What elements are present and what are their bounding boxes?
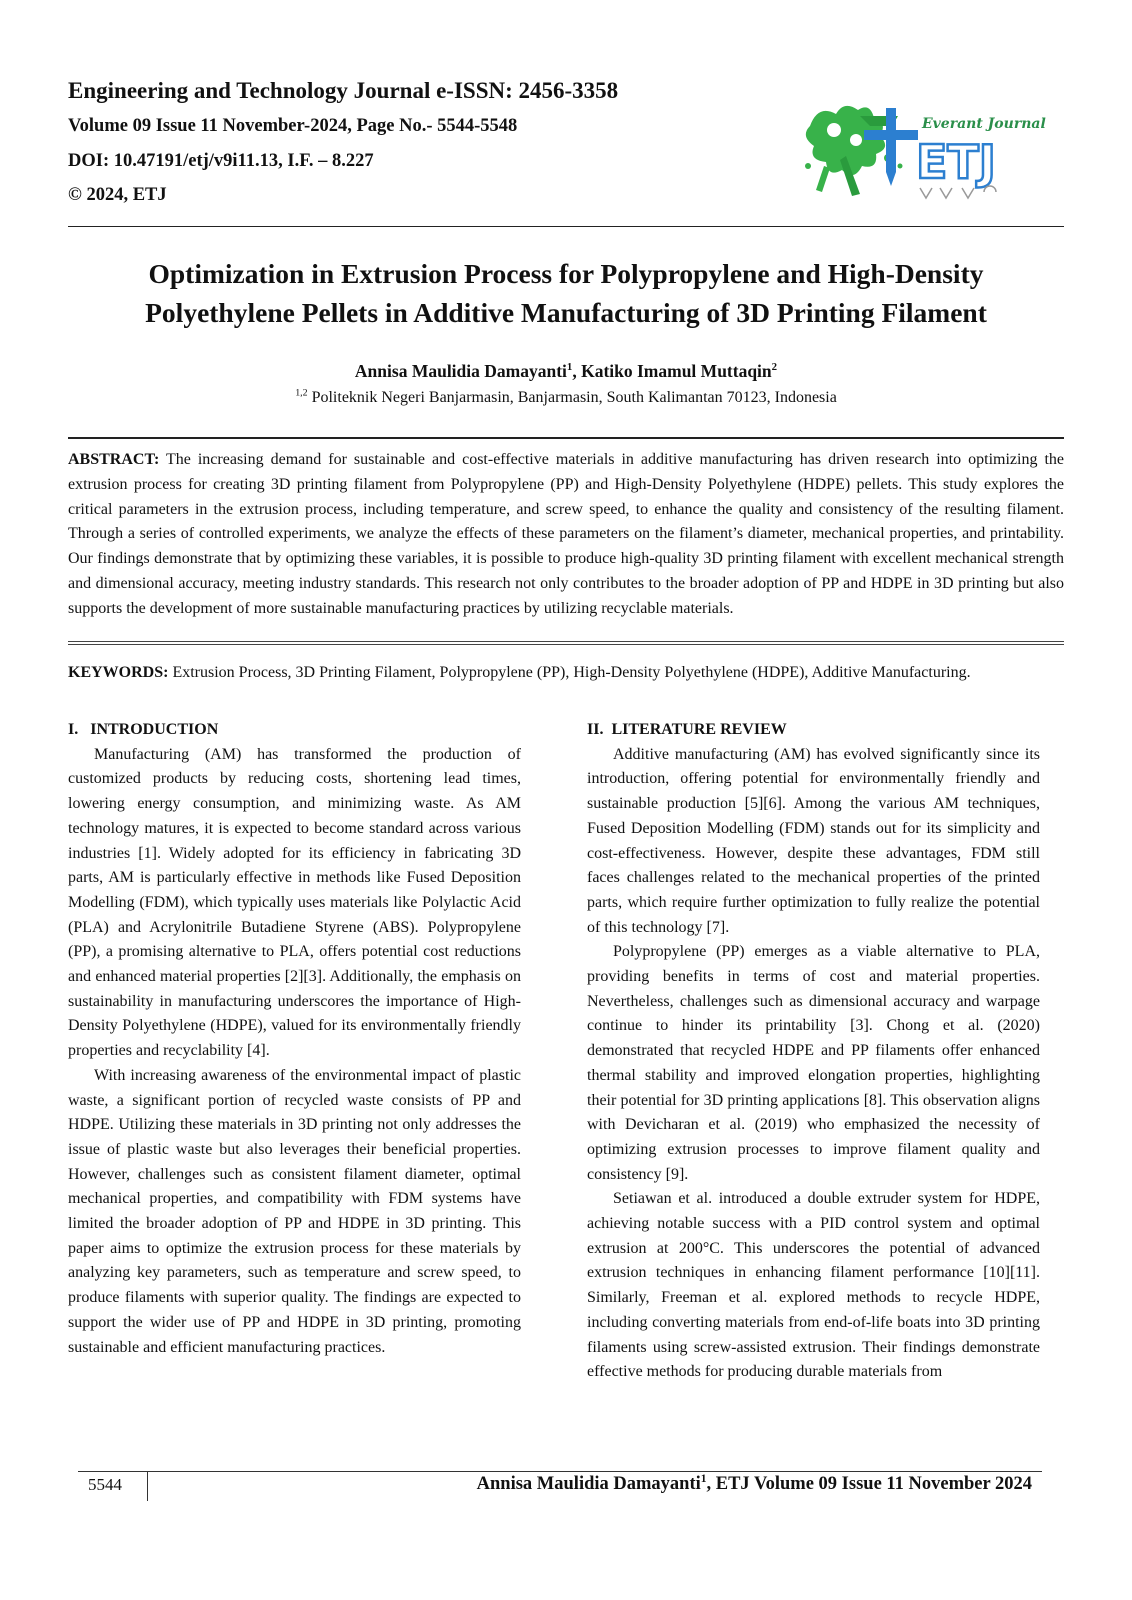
paper-title-line-1: Optimization in Extrusion Process for Polypropylene and High-Density (148, 258, 984, 289)
footer-journal-info: , ETJ Volume 09 Issue 11 November 2024 (706, 1474, 1032, 1494)
paper-title (68, 254, 1064, 332)
intro-paragraph-2: With increasing awareness of the environmental impact of plastic waste, a significant portion of recycled waste consists of PP and HDPE. Utilizing these materials in 3D printing not only addresses the issue of plastic waste but also leverages their beneficial properties. However, challenges such as consistent filament diameter, optimal mechanical properties, and compatibility with FDM systems have limited the broader adoption of PP and HDPE in 3D printing. This paper aims to optimize the extrusion process for these materials by analyzing key parameters, such as temperature and screw speed, to produce filaments with superior quality. The findings are expected to support the wider use of PP and HDPE in 3D printing, promoting sustainable and efficient manufacturing practices. (68, 1066, 521, 1356)
author-separator: , (572, 361, 582, 381)
affiliation-text: Politeknik Negeri Banjarmasin, Banjarmasin, South Kalimantan 70123, Indonesia (307, 389, 837, 406)
section-heading-literature-review: II. LITERATURE REVIEW (587, 721, 787, 738)
author-1: Annisa Maulidia Damayanti (354, 361, 567, 381)
affiliation (68, 389, 1064, 407)
etj-logo-graphic (800, 96, 1046, 206)
paper-title-line-2: Polyethylene Pellets in Additive Manufacturing of 3D Printing Filament (145, 297, 987, 329)
footer-vertical-divider (147, 1471, 148, 1501)
header-divider (68, 226, 1064, 227)
journal-copyright: © 2024, ETJ (68, 184, 167, 205)
intro-paragraph-1: Manufacturing (AM) has transformed the production of customized products by reducing costs, shortening lead times, lowering energy consumption, and minimizing waste. As AM technology matures, it is expected to become standard across various industries [1]. Widely adopted for its efficiency in fabricating 3D parts, AM is particularly effective in methods like Fused Deposition Modelling (FDM), which typically uses materials like Polylactic Acid (PLA) and Acrylonitrile Butadiene Styrene (ABS). Polypropylene (PP), a promising alternative to PLA, offers potential cost reductions and enhanced material properties [2][3]. Additionally, the emphasis on sustainability in manufacturing underscores the importance of High-Density Polyethylene (HDPE), valued for its environmentally friendly properties and recyclability [4]. (68, 745, 521, 1060)
logo-text-top: Everant Journal (922, 116, 1046, 132)
journal-doi: DOI: 10.47191/etj/v9i11.13, I.F. – 8.227 (68, 150, 374, 171)
abstract-bottom-rule (68, 641, 1064, 642)
journal-name: Engineering and Technology Journal e-ISSN: 2456-3358 (68, 78, 619, 103)
abstract-bottom-rule-2 (68, 644, 1064, 645)
author-1-affil-mark: 1 (566, 361, 573, 374)
footer-author: Annisa Maulidia Damayanti (476, 1474, 701, 1494)
page-number: 5544 (88, 1475, 122, 1494)
literature-paragraph-3: Setiawan et al. introduced a double extruder system for HDPE, achieving notable success with a PID control system and optimal extrusion at 200°C. This underscores the potential of advanced extrusion techniques in enhancing filament performance [10][11]. Similarly, Freeman et al. explored methods to recycle HDPE, including converting materials from end-of-life boats into 3D printing filaments using screw-assisted extrusion. Their findings demonstrate effective methods for producing durable materials from (587, 1190, 1040, 1381)
column-left (68, 718, 521, 1360)
abstract-text: The increasing demand for sustainable and cost-effective materials in additive manufacturing has driven research into optimizing the extrusion process for creating 3D printing filament from Polypropylene (PP) and High-Density Polyethylene (HDPE) pellets. This study explores the critical parameters in the extrusion process, including temperature, and screw speed, to enhance the quality and consistency of the resulting filament. Through a series of controlled experiments, we analyze the effects of these parameters on the filament’s diameter, mechanical properties, and printability. Our findings demonstrate that by optimizing these variables, it is possible to produce high-quality 3D printing filament with excellent mechanical strength and dimensional accuracy, meeting industry standards. This research not only contributes to the broader adoption of PP and HDPE in 3D printing but also supports the development of more sustainable manufacturing practices by utilizing recyclable materials. (68, 451, 1064, 617)
journal-volume: Volume 09 Issue 11 November-2024, Page No.- 5544-5548 (68, 116, 518, 137)
author-list (68, 361, 1064, 382)
footer-divider (78, 1471, 1042, 1472)
footer-citation (477, 1474, 1032, 1495)
etj-logo (800, 96, 1046, 206)
footer-author-mark: 1 (700, 1472, 707, 1485)
logo-text-main: ETJ (916, 135, 996, 189)
keywords-text: Extrusion Process, 3D Printing Filament, Polypropylene (PP), High-Density Polyethylene (HDPE), Additive Manufacturing. (168, 664, 971, 681)
keywords (68, 661, 1064, 686)
abstract-top-rule (68, 437, 1064, 439)
affiliation-mark: 1,2 (295, 387, 308, 399)
author-2-affil-mark: 2 (771, 361, 778, 374)
abstract (68, 448, 1064, 622)
column-right (587, 718, 1040, 1385)
literature-paragraph-2: Polypropylene (PP) emerges as a viable alternative to PLA, providing benefits in terms of cost and material properties. Nevertheless, challenges such as dimensional accuracy and warpage continue to hinder its printability [3]. Chong et al. (2020) demonstrated that recycled HDPE and PP filaments offer enhanced thermal stability and improved elongation properties, highlighting their potential for 3D printing applications [8]. This observation aligns with Devicharan et al. (2019) who emphasized the necessity of optimizing extrusion processes to improve filament quality and consistency [9]. (587, 943, 1040, 1183)
literature-paragraph-1: Additive manufacturing (AM) has evolved significantly since its introduction, offering potential for environmentally friendly and sustainable production [5][6]. Among the various AM techniques, Fused Deposition Modelling (FDM) stands out for its simplicity and cost-effectiveness. However, despite these advantages, FDM still faces challenges related to the mechanical properties of the printed parts, which require further optimization to fully realize the potential of this technology [7]. (587, 745, 1040, 936)
journal-header (68, 78, 768, 219)
keywords-label: KEYWORDS: (68, 664, 169, 681)
abstract-label: ABSTRACT: (68, 451, 160, 468)
author-2: Katiko Imamul Muttaqin (581, 361, 772, 381)
section-heading-introduction: I. INTRODUCTION (68, 721, 219, 738)
